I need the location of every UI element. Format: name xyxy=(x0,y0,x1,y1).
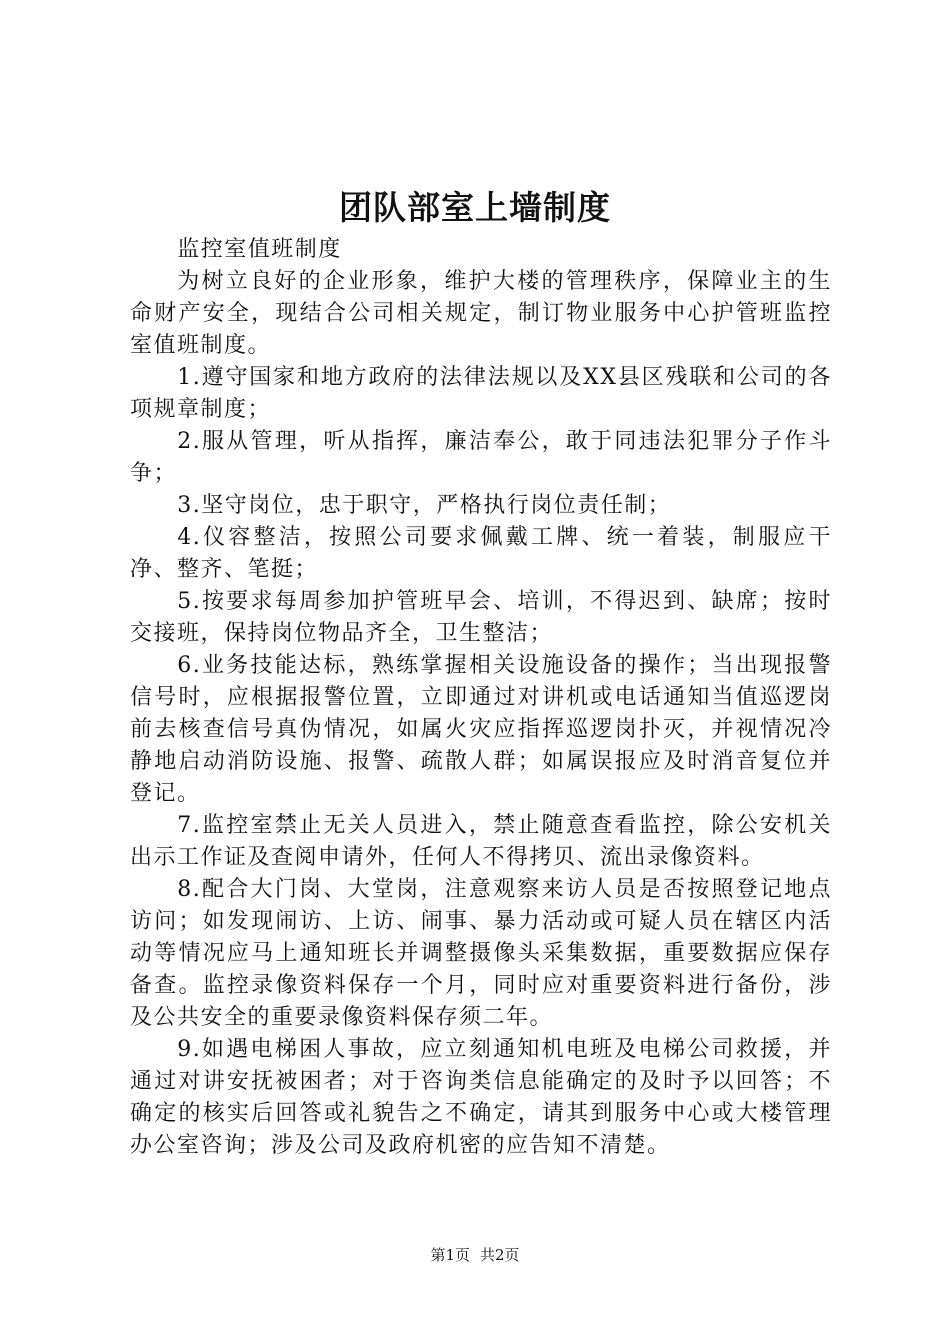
rule-item-1: 1.遵守国家和地方政府的法律法规以及XX县区残联和公司的各项规章制度； xyxy=(130,365,832,422)
rule-item-8: 8.配合大门岗、大堂岗，注意观察来访人员是否按照登记地点访问；如发现闹访、上访、闹事、暴力活动或可疑人员在辖区内活动等情况应马上通知班长并调整摄像头采集数据，重要数据应保存备查。监控录像资料保存一个月，同时应对重要资料进行备份，涉及公共安全的重要录像资料保存须二年。 xyxy=(130,877,832,1030)
rule-item-3: 3.坚守岗位，忠于职守，严格执行岗位责任制； xyxy=(177,493,672,518)
section-heading: 监控室值班制度 xyxy=(177,237,342,262)
rule-item-2: 2.服从管理，听从指挥，廉洁奉公，敢于同违法犯罪分子作斗争； xyxy=(130,429,832,486)
page-footer xyxy=(0,1244,950,1266)
document-body xyxy=(130,234,832,1162)
page-total: 共2页 xyxy=(480,1246,520,1264)
document-title: 团队部室上墙制度 xyxy=(339,188,611,227)
rule-item-7: 7.监控室禁止无关人员进入，禁止随意查看监控，除公安机关出示工作证及查阅申请外，任何人不得拷贝、流出录像资料。 xyxy=(130,813,832,870)
rule-item-5: 5.按要求每周参加护管班早会、培训，不得迟到、缺席；按时交接班，保持岗位物品齐全，卫生整洁； xyxy=(130,589,832,646)
intro-paragraph: 为树立良好的企业形象，维护大楼的管理秩序，保障业主的生命财产安全，现结合公司相关规定，制订物业服务中心护管班监控室值班制度。 xyxy=(130,269,832,358)
rule-item-9: 9.如遇电梯困人事故，应立刻通知机电班及电梯公司救援，并通过对讲安抚被困者；对于咨询类信息能确定的及时予以回答；不确定的核实后回答或礼貌告之不确定，请其到服务中心或大楼管理办公室咨询；涉及公司及政府机密的应告知不清楚。 xyxy=(130,1037,832,1158)
rule-item-6: 6.业务技能达标，熟练掌握相关设施设备的操作；当出现报警信号时，应根据报警位置，立即通过对讲机或电话通知当值巡逻岗前去核查信号真伪情况，如属火灾应指挥巡逻岗扑灭，并视情况冷静地启动消防设施、报警、疏散人群；如属误报应及时消音复位并登记。 xyxy=(130,653,832,806)
rule-item-4: 4.仪容整洁，按照公司要求佩戴工牌、统一着装，制服应干净、整齐、笔挺； xyxy=(130,525,832,582)
page-number: 第1页 xyxy=(430,1246,470,1264)
